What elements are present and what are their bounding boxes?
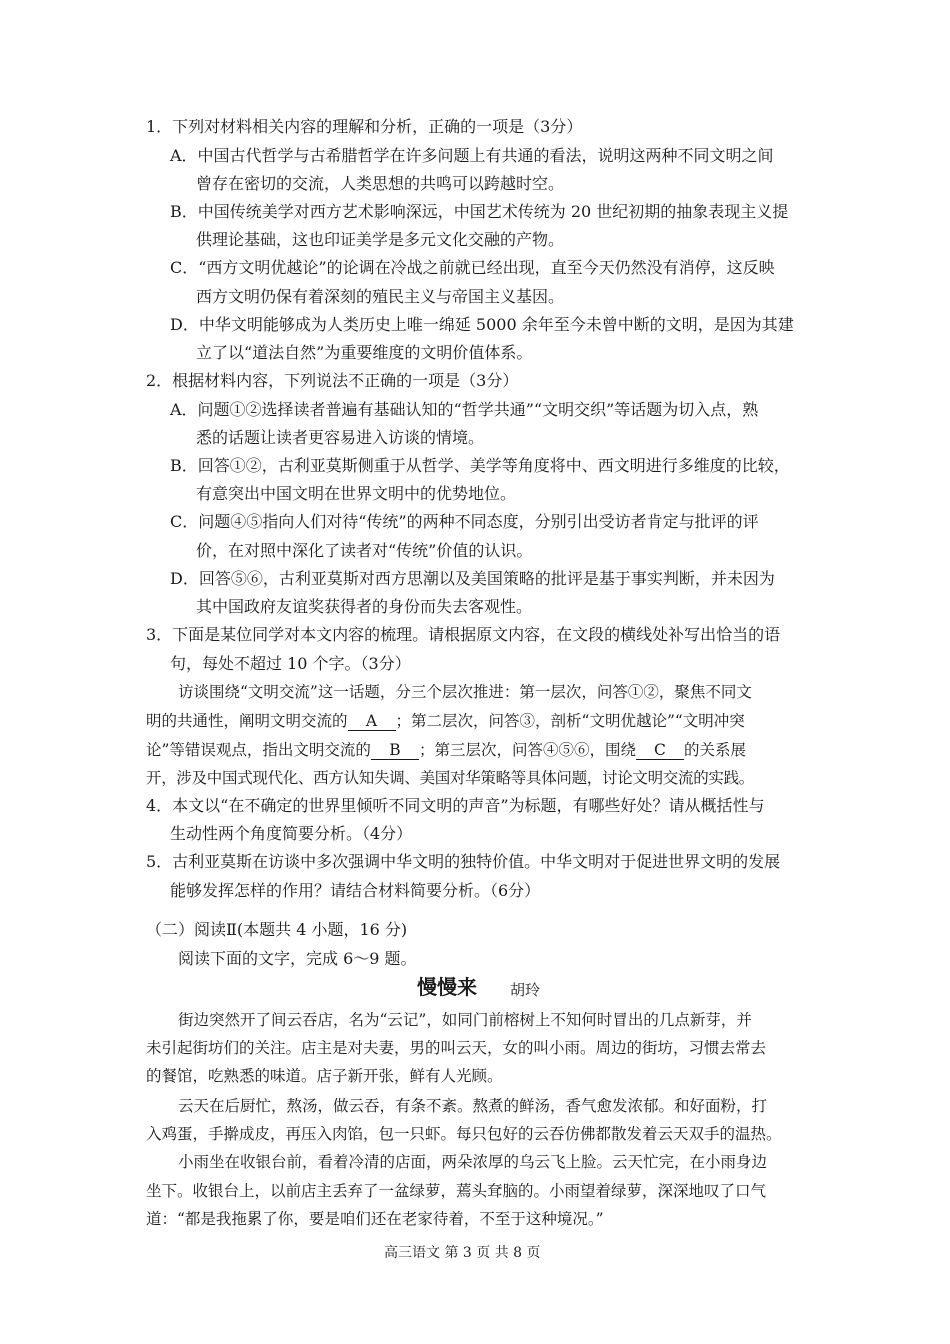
- story-paragraph-3-line-1: 小雨坐在收银台前，看着冷清的店面，两朵浓厚的乌云飞上脸。云天忙完，在小雨身边: [178, 1153, 768, 1171]
- q3-passage-line-1: 访谈围绕“文明交流”这一话题，分三个层次推进：第一层次，问答①②，聚焦不同文: [178, 683, 752, 701]
- q2-option-d-cont: 其中国政府友谊奖获得者的身份而失去客观性。: [196, 597, 533, 616]
- q1-option-c: C．“西方文明优越论”的论调在冷战之前就已经出现，直至今天仍然没有消停，这反映: [170, 258, 775, 277]
- q2-option-b: B．回答①②，古利亚莫斯侧重于从哲学、美学等角度将中、西文明进行多维度的比较，: [170, 456, 790, 475]
- q3-text: 明的共通性，阐明文明交流的: [146, 712, 348, 730]
- story-paragraph-3-line-3: 道：“都是我拖累了你，要是咱们还在老家待着，不至于这种境况。”: [146, 1210, 604, 1228]
- q3-stem-cont: 句，每处不超过 10 个字。（3分）: [170, 654, 411, 673]
- q3-passage-line-2: [146, 711, 745, 731]
- story-paragraph-3-line-2: 坐下。收银台上，以前店主丢弃了一盆绿萝，蔫头耷脑的。小雨望着绿萝，深深地叹了口气: [146, 1182, 767, 1200]
- q2-option-a-cont: 悉的话题让读者更容易进入访谈的情境。: [196, 428, 485, 447]
- q3-passage-line-3: [146, 740, 746, 760]
- q2-option-a: A．问题①②选择读者普遍有基础认知的“哲学共通”“文明交织”等话题为切入点，熟: [170, 400, 759, 419]
- q1-stem: 1．下列对材料相关内容的理解和分析，正确的一项是（3分）: [146, 117, 583, 136]
- q1-option-d: D．中华文明能够成为人类历史上唯一绵延 5000 余年至今未曾中断的文明，是因为其建: [170, 315, 794, 334]
- q2-stem: 2．根据材料内容，下列说法不正确的一项是（3分）: [146, 371, 519, 390]
- q3-text: 论”等错误观点，指出文明交流的: [146, 741, 371, 759]
- q2-option-c: C．问题④⑤指向人们对待“传统”的两种不同态度，分别引出受访者肯定与批评的评: [170, 512, 759, 531]
- q1-option-d-cont: 立了以“道法自然”为重要维度的文明价值体系。: [196, 343, 533, 362]
- q1-option-a: A．中国古代哲学与古希腊哲学在许多问题上有共通的看法，说明这两种不同文明之间: [170, 146, 774, 165]
- q3-text: ；第三层次，问答④⑤⑥，围绕: [418, 741, 636, 759]
- story-paragraph-1-line-3: 的餐馆，吃熟悉的味道。店子新开张，鲜有人光顾。: [146, 1067, 503, 1085]
- q2-option-b-cont: 有意突出中国文明在世界文明中的优势地位。: [196, 484, 517, 503]
- q4-stem: 4．本文以“在不确定的世界里倾听不同文明的声音”为标题，有哪些好处？请从概括性与: [146, 796, 765, 815]
- story-paragraph-1-line-2: 未引起街坊们的关注。店主是对夫妻，男的叫云天，女的叫小雨。周边的街坊，习惯去常去: [146, 1039, 767, 1057]
- story-paragraph-1-line-1: 街边突然开了间云吞店，名为“云记”，如同门前榕树上不知何时冒出的几点新芽，并: [178, 1011, 752, 1029]
- q4-stem-cont: 生动性两个角度简要分析。（4分）: [170, 824, 413, 843]
- q3-blank-c: C: [636, 741, 684, 760]
- story-title: 慢慢来: [417, 975, 477, 999]
- q3-text: 的关系展: [683, 741, 746, 759]
- section-instruction: 阅读下面的文字，完成 6～9 题。: [178, 949, 417, 968]
- q3-stem: 3．下面是某位同学对本文内容的梳理。请根据原文内容，在文段的横线处补写出恰当的语: [146, 625, 781, 644]
- page-footer: 高三语文 第 3 页 共 8 页: [384, 1245, 541, 1261]
- q2-option-c-cont: 价，在对照中深化了读者对“传统”价值的认识。: [196, 541, 533, 560]
- q3-text: ；第二层次，问答③，剖析“文明优越论”“文明冲突: [395, 712, 745, 730]
- q1-option-b-cont: 供理论基础，这也印证美学是多元文化交融的产物。: [196, 230, 565, 249]
- story-paragraph-2-line-1: 云天在后厨忙，熬汤，做云吞，有条不紊。熬煮的鲜汤，香气愈发浓郁。和好面粉，打: [178, 1097, 768, 1115]
- story-paragraph-2-line-2: 入鸡蛋，手擀成皮，再压入肉馅，包一只虾。每只包好的云吞仿佛都散发着云天双手的温热。: [146, 1125, 782, 1143]
- q2-option-d: D．回答⑤⑥，古利亚莫斯对西方思潮以及美国策略的批评是基于事实判断，并未因为: [170, 569, 775, 588]
- q1-option-b: B．中国传统美学对西方艺术影响深远，中国艺术传统为 20 世纪初期的抽象表现主义提: [170, 202, 789, 221]
- q5-stem-cont: 能够发挥怎样的作用？请结合材料简要分析。（6分）: [170, 881, 541, 900]
- q5-stem: 5．古利亚莫斯在访谈中多次强调中华文明的独特价值。中华文明对于促进世界文明的发展: [146, 852, 781, 871]
- q3-blank-b: B: [371, 741, 419, 760]
- q1-option-c-cont: 西方文明仍保有着深刻的殖民主义与帝国主义基因。: [196, 287, 565, 306]
- q3-blank-a: A: [348, 712, 396, 731]
- story-author: 胡玲: [510, 981, 541, 999]
- q1-option-a-cont: 曾存在密切的交流，人类思想的共鸣可以跨越时空。: [196, 174, 565, 193]
- section-heading: （二）阅读Ⅱ(本题共 4 小题，16 分): [146, 920, 408, 939]
- q3-passage-line-4: 开，涉及中国式现代化、西方认知失调、美国对华策略等具体问题，讨论文明交流的实践。: [146, 769, 755, 787]
